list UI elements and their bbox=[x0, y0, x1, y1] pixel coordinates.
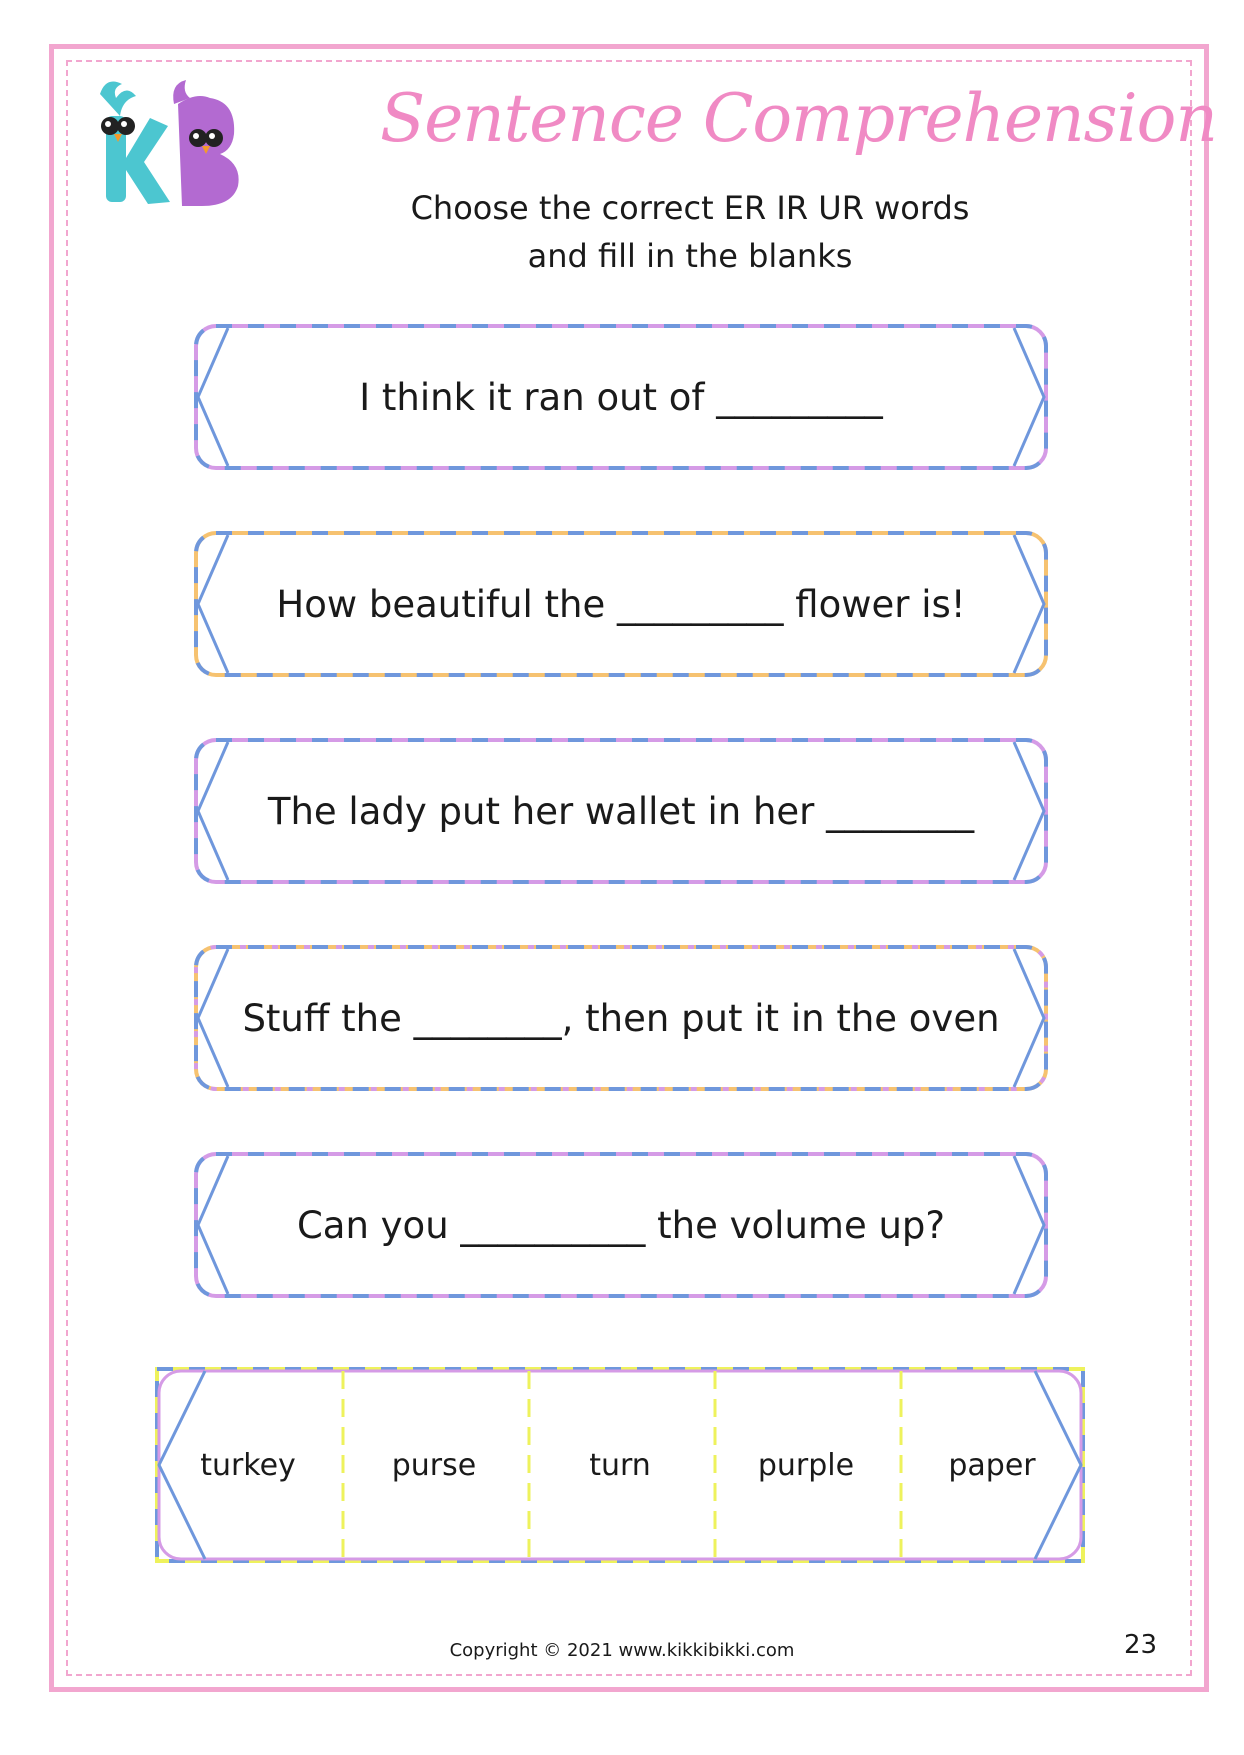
word-bank-word: purple bbox=[757, 1447, 855, 1483]
sentence-text: Can you __________ the volume up? bbox=[296, 1203, 946, 1247]
sentence-box-3 bbox=[194, 738, 1048, 884]
word-bank-word: turn bbox=[589, 1447, 651, 1483]
sentence-text: The lady put her wallet in her ________ bbox=[267, 789, 975, 833]
sentence-box-5 bbox=[194, 1152, 1048, 1298]
page-title: Sentence Comprehension bbox=[380, 80, 1217, 157]
page-number: 23 bbox=[1124, 1630, 1158, 1660]
sentence-text: Stuff the ________, then put it in the oven bbox=[242, 996, 1000, 1040]
word-bank-word: purse bbox=[391, 1447, 477, 1483]
instruction-line-1: Choose the correct ER IR UR words bbox=[410, 189, 970, 227]
word-bank-word: turkey bbox=[200, 1447, 296, 1483]
sentence-box-1 bbox=[194, 324, 1048, 470]
instruction-line-2: and fill in the blanks bbox=[527, 237, 853, 275]
copyright-text: Copyright © 2021 www.kikkibikki.com bbox=[449, 1640, 795, 1661]
word-bank-word: paper bbox=[948, 1447, 1036, 1483]
sentence-text: I think it ran out of _________ bbox=[359, 375, 883, 419]
sentence-text: How beautiful the _________ flower is! bbox=[276, 582, 966, 626]
instructions bbox=[0, 184, 1244, 280]
sentence-box-4 bbox=[194, 945, 1048, 1091]
word-bank bbox=[155, 1367, 1085, 1563]
sentence-box-2 bbox=[194, 531, 1048, 677]
